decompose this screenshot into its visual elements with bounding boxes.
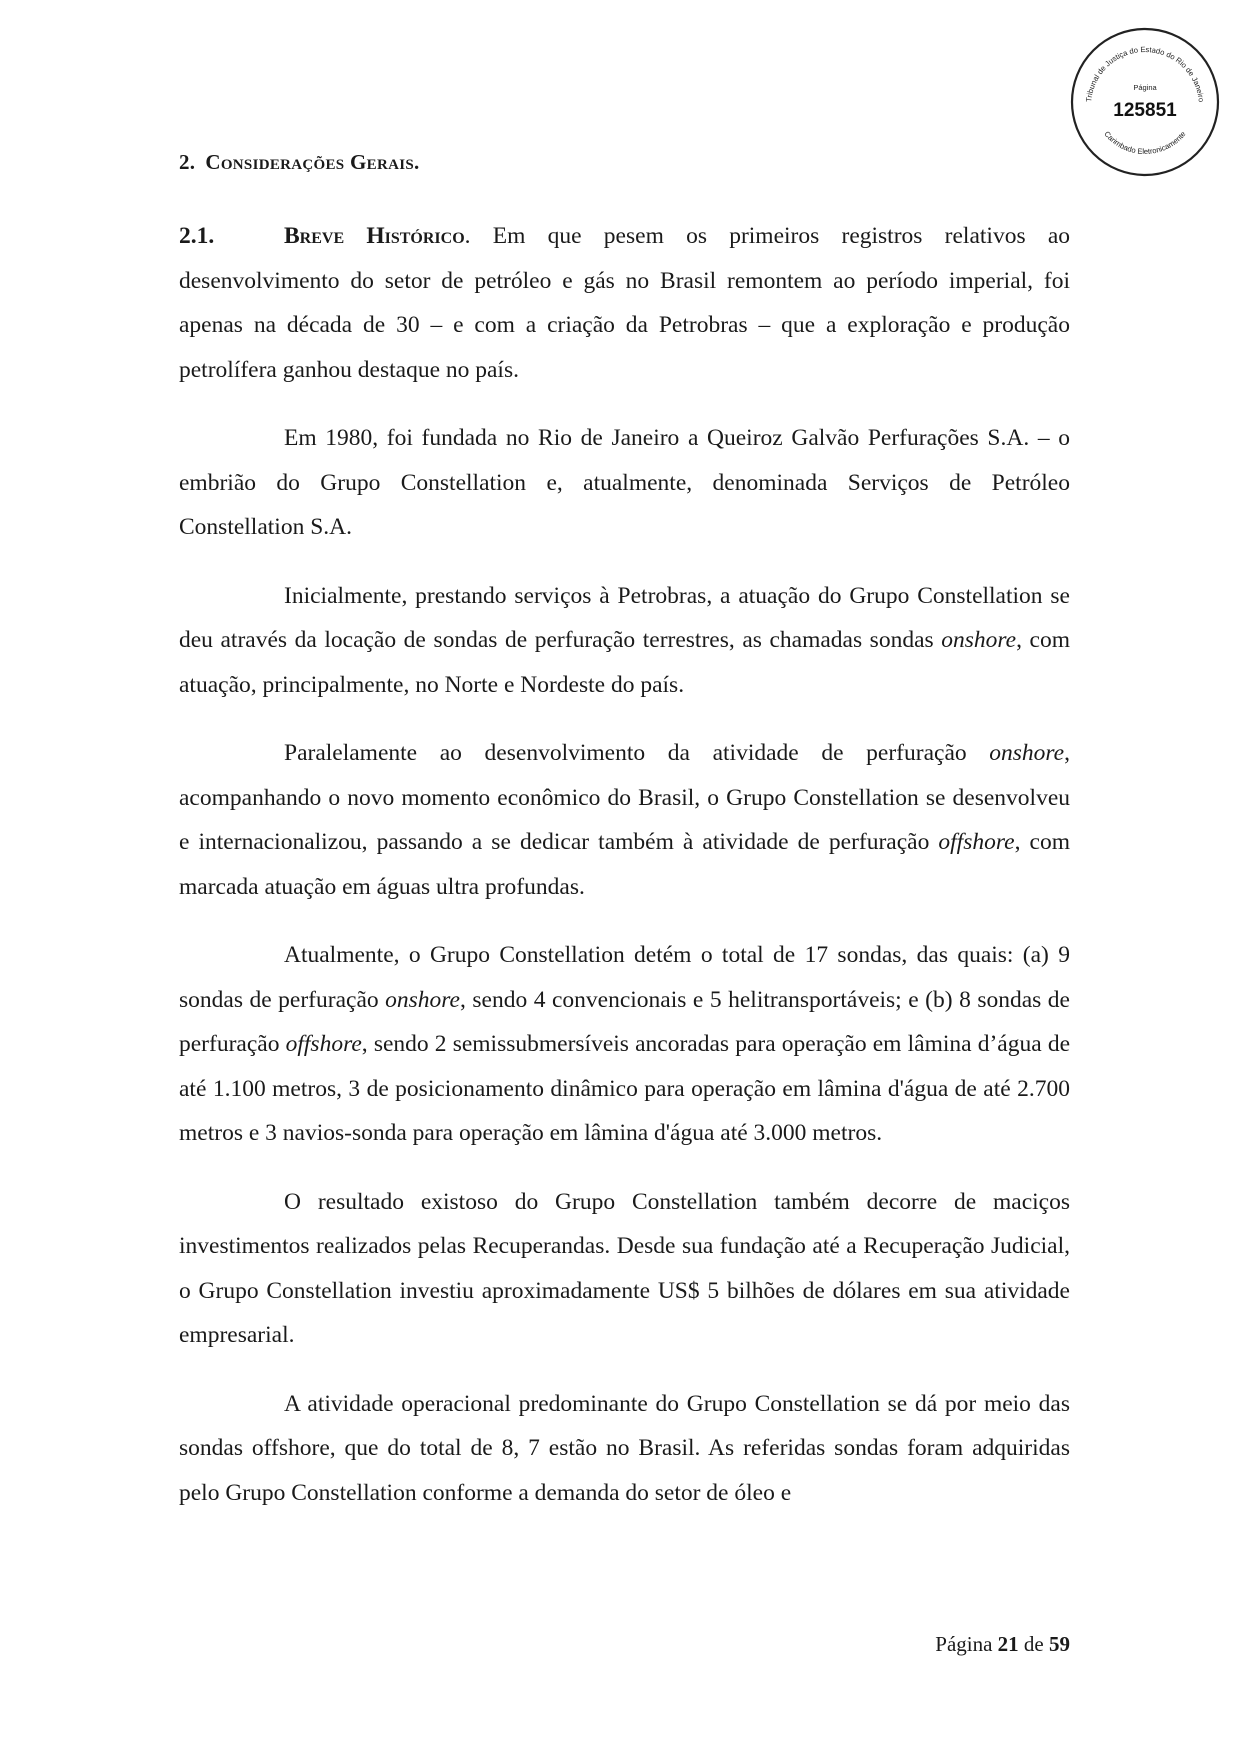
paragraph-3 <box>179 574 1070 708</box>
paragraph-text: , com atuação, principalmente, no Norte e Nordeste do país. <box>179 627 1070 698</box>
section-number: 2. <box>179 150 196 174</box>
paragraph-2: Em 1980, foi fundada no Rio de Janeiro a Queiroz Galvão Perfurações S.A. – o embrião do Grupo Constellation e, atualmente, denominada Serviços de Petróleo Constellation S.A. <box>179 425 1070 540</box>
italic-term: onshore <box>941 627 1017 653</box>
italic-term: offshore <box>285 1031 362 1057</box>
paragraph-6: O resultado existoso do Grupo Constellation também decorre de maciços investimentos realizados pelas Recuperandas. Desde sua fundação até a Recuperação Judicial, o Grupo Constellation investiu aproximadamente US$ 5 bilhões de dólares em sua atividade empresarial. <box>179 1188 1070 1348</box>
footer-label: Página <box>935 1632 993 1656</box>
stamp-arc-bottom-text: Carimbado Eletronicamente <box>1102 129 1188 157</box>
document-body <box>179 214 1070 1539</box>
section-title: Considerações Gerais. <box>205 150 420 174</box>
paragraph-5 <box>179 933 1070 1156</box>
paragraph-text: . Em que pesem os primeiros registros relativos ao desenvolvimento do setor de petróleo e gás no Brasil remontem ao período imperial, foi apenas na década de 30 – e com a criação da Petrobras – que a exploração e produção petrolífera ganhou destaque no país. <box>179 223 1070 383</box>
paragraph-text: , acompanhando o novo momento econômico do Brasil, o Grupo Constellation se desenvolveu e internacionalizou, passando a se dedicar também à atividade de perfuração <box>179 740 1070 855</box>
italic-term: onshore <box>989 740 1065 766</box>
paragraph-7: A atividade operacional predominante do Grupo Constellation se dá por meio das sondas offshore, que do total de 8, 7 estão no Brasil. As referidas sondas foram adquiridas pelo Grupo Constellation conforme a demanda do setor de óleo e <box>179 1390 1070 1506</box>
paragraph-text: , sendo 4 convencionais e 5 helitransportáveis; e (b) 8 sondas de perfuração <box>179 986 1070 1057</box>
subsection-number: 2.1. <box>179 223 215 249</box>
court-stamp <box>1069 26 1221 178</box>
paragraph-text: , com marcada atuação em águas ultra profundas. <box>179 829 1070 900</box>
court-stamp-seal <box>1069 26 1221 178</box>
paragraph-text: Inicialmente, prestando serviços à Petrobras, a atuação do Grupo Constellation se deu através da locação de sondas de perfuração terrestres, as chamadas sondas <box>179 582 1070 653</box>
subsection-title: Breve Histórico <box>284 223 465 249</box>
page-footer <box>935 1632 1070 1657</box>
footer-separator: de <box>1023 1632 1044 1656</box>
paragraph-text: , sendo 2 semissubmersíveis ancoradas para operação em lâmina d’água de até 1.100 metros, 3 de posicionamento dinâmico para operação em lâmina d'água de até 2.700 metros e 3 navios-sonda para operação em lâmina d'água até 3.000 metros. <box>179 1031 1070 1146</box>
italic-term: onshore <box>385 986 460 1013</box>
stamp-page-label: Página <box>1133 83 1157 92</box>
footer-total-pages: 59 <box>1049 1632 1070 1656</box>
paragraph-text: Atualmente, o Grupo Constellation detém o total de 17 sondas, das quais: (a) 9 sondas de perfuração <box>179 942 1070 1013</box>
footer-current-page: 21 <box>997 1632 1019 1656</box>
section-heading <box>179 150 420 175</box>
paragraph-2-1 <box>179 214 1070 392</box>
stamp-page-number: 125851 <box>1113 100 1177 121</box>
italic-term: offshore <box>938 829 1015 855</box>
paragraph-4 <box>179 731 1070 909</box>
paragraph-text: Paralelamente ao desenvolvimento da atividade de perfuração <box>284 740 990 766</box>
stamp-arc-top-text: Tribunal de Justiça do Estado do Rio de Janeiro <box>1084 44 1206 103</box>
